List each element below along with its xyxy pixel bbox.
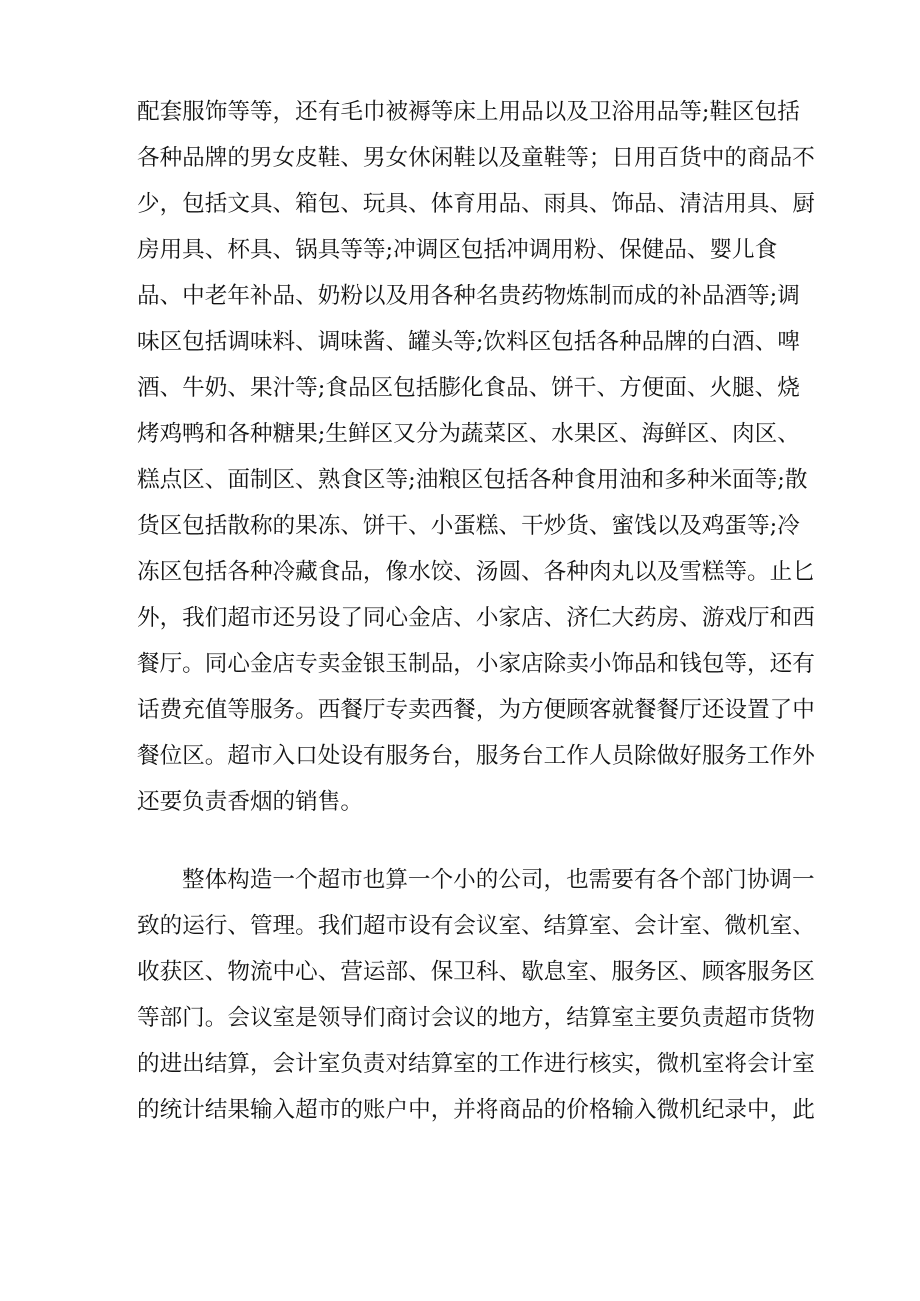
text-line: 外，我们超市还另设了同心金店、小家店、济仁大药房、游戏厅和西 xyxy=(137,605,815,631)
text-line: 话费充值等服务。西餐厅专卖西餐，为方便顾客就餐餐厅还设置了中 xyxy=(137,697,815,723)
text-line: 还要负责香烟的销售。 xyxy=(137,789,363,815)
text-line: 品、中老年补品、奶粉以及用各种名贵药物炼制而成的补品酒等;调 xyxy=(137,283,800,309)
text-line: 收获区、物流中心、营运部、保卫科、歇息室、服务区、顾客服务区 xyxy=(137,959,815,985)
text-line: 致的运行、管理。我们超市设有会议室、结算室、会计室、微机室、 xyxy=(137,913,815,939)
text-line: 味区包括调味料、调味酱、罐头等;饮料区包括各种品牌的白酒、啤 xyxy=(137,329,800,355)
text-line: 货区包括散称的果冻、饼干、小蛋糕、干炒货、蜜饯以及鸡蛋等;冷 xyxy=(137,513,800,539)
text-line: 冻区包括各种冷藏食品，像水饺、汤圆、各种肉丸以及雪糕等。止匕 xyxy=(137,559,815,585)
text-line: 各种品牌的男女皮鞋、男女休闲鞋以及童鞋等；日用百货中的商品不 xyxy=(137,145,815,171)
text-line: 餐厅。同心金店专卖金银玉制品，小家店除卖小饰品和钱包等，还有 xyxy=(137,651,815,677)
text-line: 少，包括文具、箱包、玩具、体育用品、雨具、饰品、清洁用具、厨 xyxy=(137,191,815,217)
text-line: 烤鸡鸭和各种糖果;生鲜区又分为蔬菜区、水果区、海鲜区、肉区、 xyxy=(137,421,800,447)
text-line: 餐位区。超市入口处设有服务台，服务台工作人员除做好服务工作外 xyxy=(137,743,815,769)
text-line: 酒、牛奶、果汁等;食品区包括膨化食品、饼干、方便面、火腿、烧 xyxy=(137,375,800,401)
text-line: 的统计结果输入超市的账户中，并将商品的价格输入微机纪录中，此 xyxy=(137,1097,815,1123)
text-line: 的进出结算，会计室负责对结算室的工作进行核实，微机室将会计室 xyxy=(137,1051,815,1077)
text-line: 整体构造一个超市也算一个小的公司，也需要有各个部门协调一 xyxy=(182,867,815,893)
text-line: 糕点区、面制区、熟食区等;油粮区包括各种食用油和多种米面等;散 xyxy=(137,467,808,493)
text-line: 等部门。会议室是领导们商讨会议的地方，结算室主要负责超市货物 xyxy=(137,1005,815,1031)
text-line: 房用具、杯具、锅具等等;冲调区包括冲调用粉、保健品、婴儿食 xyxy=(137,237,778,263)
text-line: 配套服饰等等，还有毛巾被褥等床上用品以及卫浴用品等;鞋区包括 xyxy=(137,99,800,125)
